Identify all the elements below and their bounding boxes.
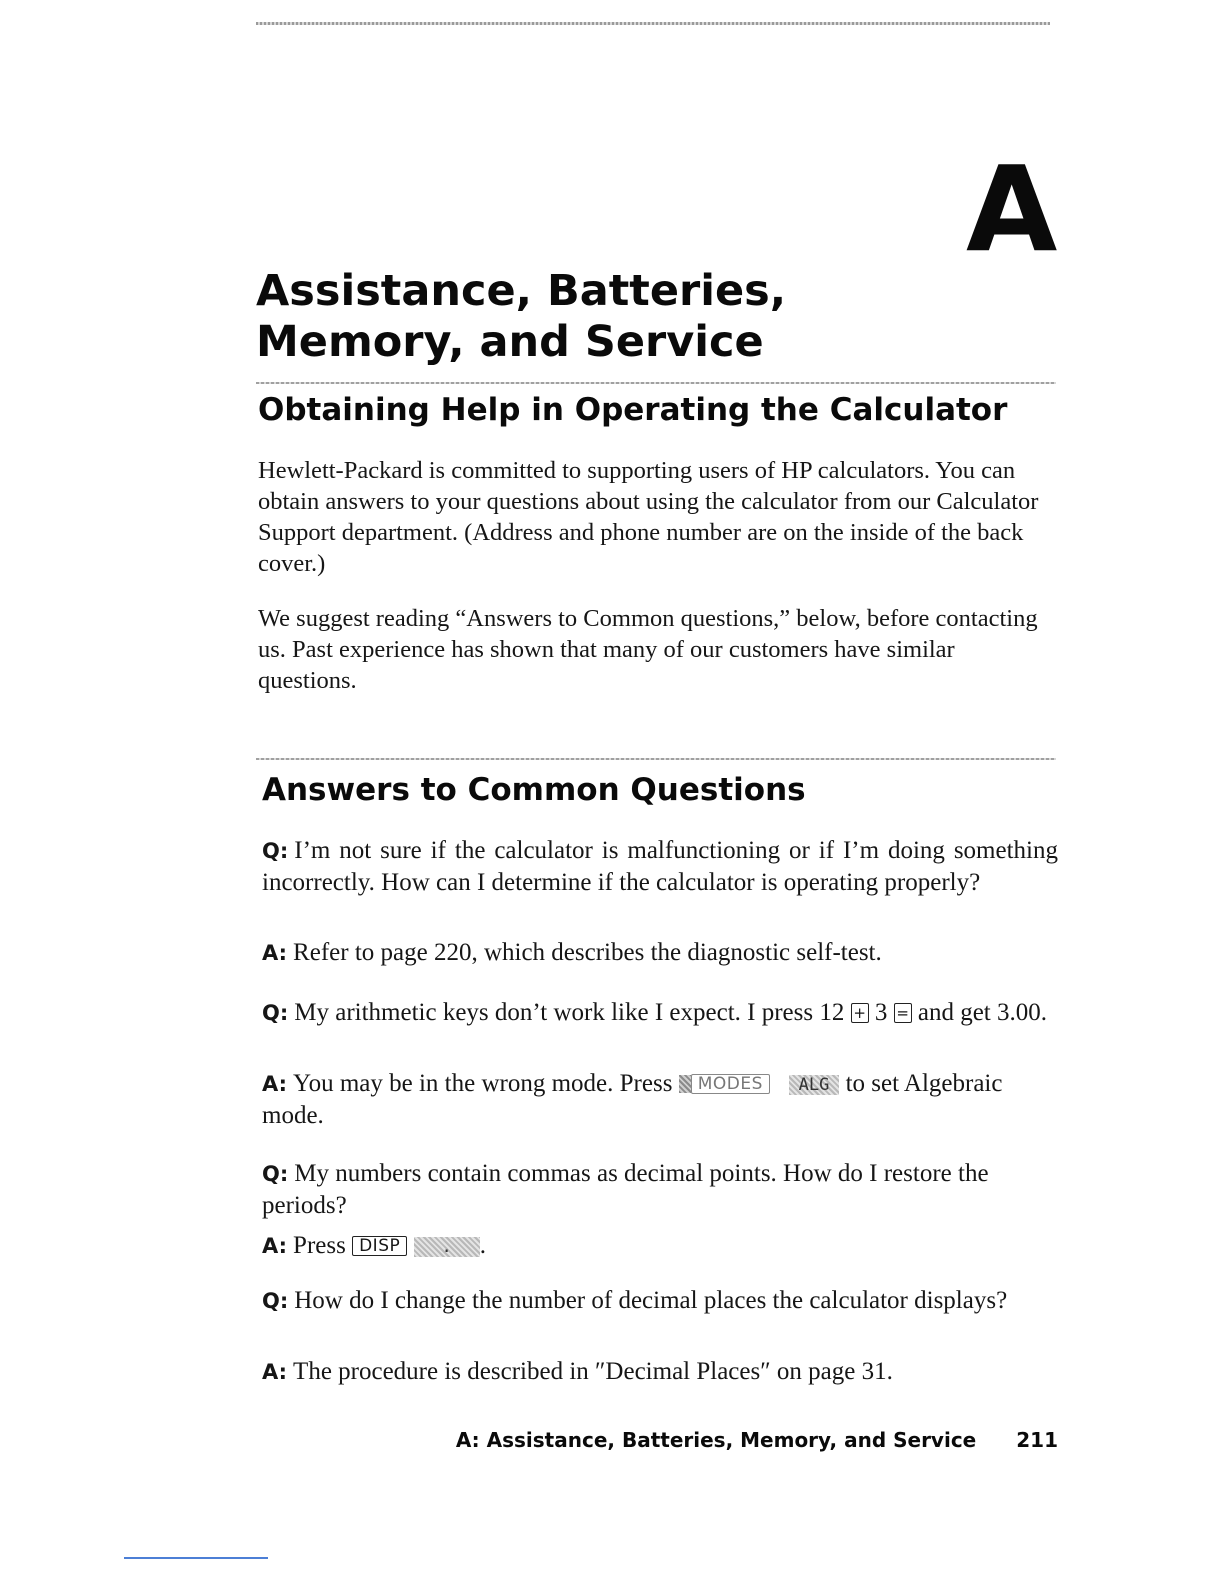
question-3-text: My numbers contain commas as decimal points. How do I restore the periods? [262,1160,989,1219]
question-3 [262,1158,1058,1221]
help-paragraph-2: We suggest reading “Answers to Common questions,” below, before contacting us. Past experience has shown that many of our customers have similar questions. [258,605,1038,694]
question-label: Q: [262,1001,289,1025]
blue-rule [124,1557,268,1559]
question-1-text: I’m not sure if the calculator is malfunctioning or if I’m doing something incorrectly. How can I determine if the calculator is operating properly? [262,837,1058,896]
disp-key: DISP [352,1236,407,1256]
page-number: 211 [1016,1428,1058,1452]
page-footer [380,1427,1058,1453]
answer-label: A: [262,1234,288,1258]
answer-4-text: The procedure is described in ″Decimal Places″ on page 31. [293,1358,893,1385]
section-heading-answers: Answers to Common Questions [262,772,806,808]
plus-key: + [851,1003,869,1023]
period-menu-label: . [414,1237,480,1257]
chapter-title-line1: Assistance, Batteries, [256,266,787,316]
answer-1-text: Refer to page 220, which describes the diagnostic self-test. [293,939,882,966]
question-4 [262,1285,1058,1317]
question-2-text-after: and get 3.00. [917,999,1047,1026]
equals-key: = [894,1003,912,1023]
section-rule-2 [256,758,1056,760]
chapter-title-line2: Memory, and Service [256,317,764,367]
shift-key-icon [679,1075,691,1093]
answer-2-text-before: You may be in the wrong mode. Press [293,1070,673,1097]
answer-3-text-after: . [479,1232,486,1259]
answer-3 [262,1230,1058,1262]
question-label: Q: [262,839,289,863]
question-2-text-mid: 3 [874,999,888,1026]
answer-4 [262,1356,1058,1388]
question-2-text-before: My arithmetic keys don’t work like I expect. I press 12 [294,999,845,1026]
question-4-text: How do I change the number of decimal places the calculator displays? [294,1287,1008,1314]
modes-key: MODES [691,1074,770,1094]
answer-2-text-after: to set Algebraic mode. [262,1070,1003,1129]
answer-label: A: [262,1360,288,1384]
help-paragraph-1: Hewlett-Packard is committed to supporting users of HP calculators. You can obtain answers to your questions about using the calculator from our Calculator Support department. (Address and phone number are on the inside of the back cover.) [258,457,1039,577]
chapter-title [256,266,786,368]
section-rule-1 [256,382,1056,384]
answer-label: A: [262,1072,288,1096]
answer-1 [262,937,1058,969]
chapter-letter: A [966,140,1058,278]
question-1 [262,835,1058,898]
running-title: A: Assistance, Batteries, Memory, and Service [455,1428,977,1452]
answer-2 [262,1068,1058,1131]
answer-3-text-before: Press [293,1232,346,1259]
section-heading-help: Obtaining Help in Operating the Calculator [258,392,1008,428]
question-label: Q: [262,1162,289,1186]
question-label: Q: [262,1289,289,1313]
question-2 [262,997,1058,1029]
alg-menu-label: ALG [789,1075,840,1095]
answer-label: A: [262,941,288,965]
top-rule [256,22,1050,25]
